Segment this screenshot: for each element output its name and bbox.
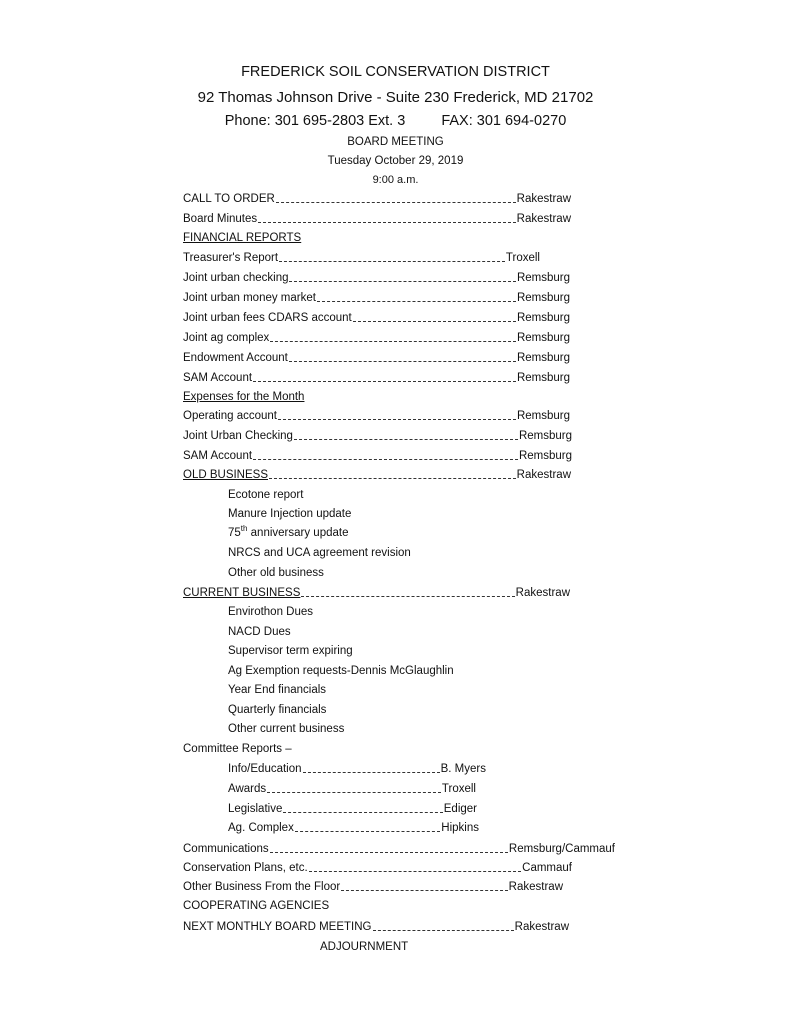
agenda-item-presenter: Rakestraw: [514, 921, 569, 933]
agenda-item-presenter: Remsburg/Cammauf: [508, 843, 615, 855]
agenda-item-next-meeting: [183, 920, 569, 934]
fax-number: FAX: 301 694-0270: [441, 113, 567, 129]
agenda-item-label: Joint Urban Checking: [183, 430, 293, 442]
agenda-item-label: Joint urban checking: [183, 272, 289, 284]
agenda-item-label: Endowment Account: [183, 352, 288, 364]
agenda-item-operating-account: [183, 409, 570, 423]
agenda-item-conservation-plans: [183, 861, 572, 875]
agenda-item-presenter: Rakestraw: [508, 881, 563, 893]
agenda-item-label: NEXT MONTHLY BOARD MEETING: [183, 921, 372, 933]
agenda-item-label: Board Minutes: [183, 213, 258, 225]
agenda-item-presenter: Remsburg: [516, 272, 570, 284]
agenda-item-presenter: Ediger: [443, 803, 477, 815]
meeting-date: Tuesday October 29, 2019: [327, 155, 464, 167]
current-item-ag-exemption: Ag Exemption requests-Dennis McGlaughlin: [228, 665, 454, 677]
agenda-item-presenter: B. Myers: [440, 763, 486, 775]
current-item-quarterly: Quarterly financials: [228, 704, 327, 716]
agenda-item-presenter: Cammauf: [522, 862, 572, 874]
agenda-item-presenter: Remsburg: [516, 372, 570, 384]
section-cooperating-agencies: COOPERATING AGENCIES: [183, 900, 330, 912]
agenda-item-label: CURRENT BUSINESS: [183, 587, 301, 599]
agenda-item-label: Joint urban money market: [183, 292, 316, 304]
agenda-item-endowment-account: [183, 351, 570, 365]
section-expenses: Expenses for the Month: [183, 391, 305, 403]
adjournment: ADJOURNMENT: [320, 941, 409, 953]
committee-info-education: [228, 762, 486, 776]
meeting-title: BOARD MEETING: [347, 136, 444, 148]
agenda-item-label: Conservation Plans, etc.: [183, 862, 308, 874]
agenda-item-label: SAM Account: [183, 450, 253, 462]
agenda-item-joint-ag-complex: [183, 331, 570, 345]
org-name: FREDERICK SOIL CONSERVATION DISTRICT: [241, 64, 550, 80]
agenda-item-label: SAM Account: [183, 372, 253, 384]
agenda-item-presenter: Troxell: [441, 783, 476, 795]
section-committee-reports: Committee Reports –: [183, 743, 292, 755]
agenda-item-joint-urban-checking-expenses: [183, 429, 572, 443]
agenda-item-presenter: Rakestraw: [515, 587, 570, 599]
agenda-item-presenter: Rakestraw: [516, 469, 571, 481]
agenda-item-label: Communications: [183, 843, 269, 855]
section-old-business: [183, 468, 571, 482]
org-address: 92 Thomas Johnson Drive - Suite 230 Frederick, MD 21702: [197, 89, 594, 106]
agenda-item-label: CALL TO ORDER: [183, 193, 275, 205]
agenda-item-label: Operating account: [183, 410, 277, 422]
contact-line: [0, 113, 791, 129]
agenda-item-label: Legislative: [228, 803, 283, 815]
agenda-item-sam-account: [183, 371, 570, 385]
agenda-item-label: Ag. Complex: [228, 822, 294, 834]
committee-awards: [228, 782, 476, 796]
agenda-item-sam-account-expenses: [183, 449, 572, 463]
current-item-nacd: NACD Dues: [228, 626, 291, 638]
current-item-year-end: Year End financials: [228, 684, 327, 696]
agenda-item-label: Info/Education: [228, 763, 302, 775]
agenda-item-presenter: Remsburg: [516, 312, 570, 324]
committee-ag-complex: [228, 821, 479, 835]
old-item-manure-injection: Manure Injection update: [228, 508, 352, 520]
agenda-item-label: Joint urban fees CDARS account: [183, 312, 352, 324]
agenda-item-label: Awards: [228, 783, 267, 795]
agenda-item-communications: [183, 842, 615, 856]
agenda-item-label: OLD BUSINESS: [183, 469, 268, 481]
agenda-item-joint-urban-fees-cdars: [183, 311, 570, 325]
agenda-item-presenter: Remsburg: [516, 332, 570, 344]
old-item-other: Other old business: [228, 567, 324, 579]
agenda-item-presenter: Remsburg: [516, 410, 570, 422]
agenda-item-presenter: Remsburg: [516, 292, 570, 304]
agenda-item-label: Treasurer's Report: [183, 252, 279, 264]
current-item-envirothon: Envirothon Dues: [228, 606, 314, 618]
agenda-item-presenter: Troxell: [505, 252, 540, 264]
old-item-nrcs-uca: NRCS and UCA agreement revision: [228, 547, 411, 559]
agenda-item-presenter: Rakestraw: [516, 193, 571, 205]
current-item-supervisor-term: Supervisor term expiring: [228, 645, 353, 657]
agenda-item-call-to-order: [183, 192, 571, 206]
agenda-item-board-minutes: [183, 212, 571, 226]
agenda-item-joint-urban-checking: [183, 271, 570, 285]
old-item-anniversary: 75th anniversary update: [228, 524, 349, 539]
agenda-item-presenter: Remsburg: [516, 352, 570, 364]
agenda-item-label: Joint ag complex: [183, 332, 270, 344]
agenda-item-label: Other Business From the Floor: [183, 881, 341, 893]
committee-legislative: [228, 802, 477, 816]
agenda-item-presenter: Remsburg: [518, 430, 572, 442]
current-item-other: Other current business: [228, 723, 345, 735]
old-item-ecotone: Ecotone report: [228, 489, 304, 501]
agenda-item-presenter: Rakestraw: [516, 213, 571, 225]
section-financial-reports: FINANCIAL REPORTS: [183, 232, 302, 244]
agenda-item-joint-urban-money-market: [183, 291, 570, 305]
agenda-item-presenter: Remsburg: [518, 450, 572, 462]
agenda-item-other-business: [183, 880, 563, 894]
meeting-time: 9:00 a.m.: [372, 174, 419, 186]
agenda-item-treasurers-report: [183, 251, 540, 265]
phone-number: Phone: 301 695-2803 Ext. 3: [224, 113, 406, 129]
section-current-business: [183, 586, 570, 600]
agenda-item-presenter: Hipkins: [441, 822, 479, 834]
